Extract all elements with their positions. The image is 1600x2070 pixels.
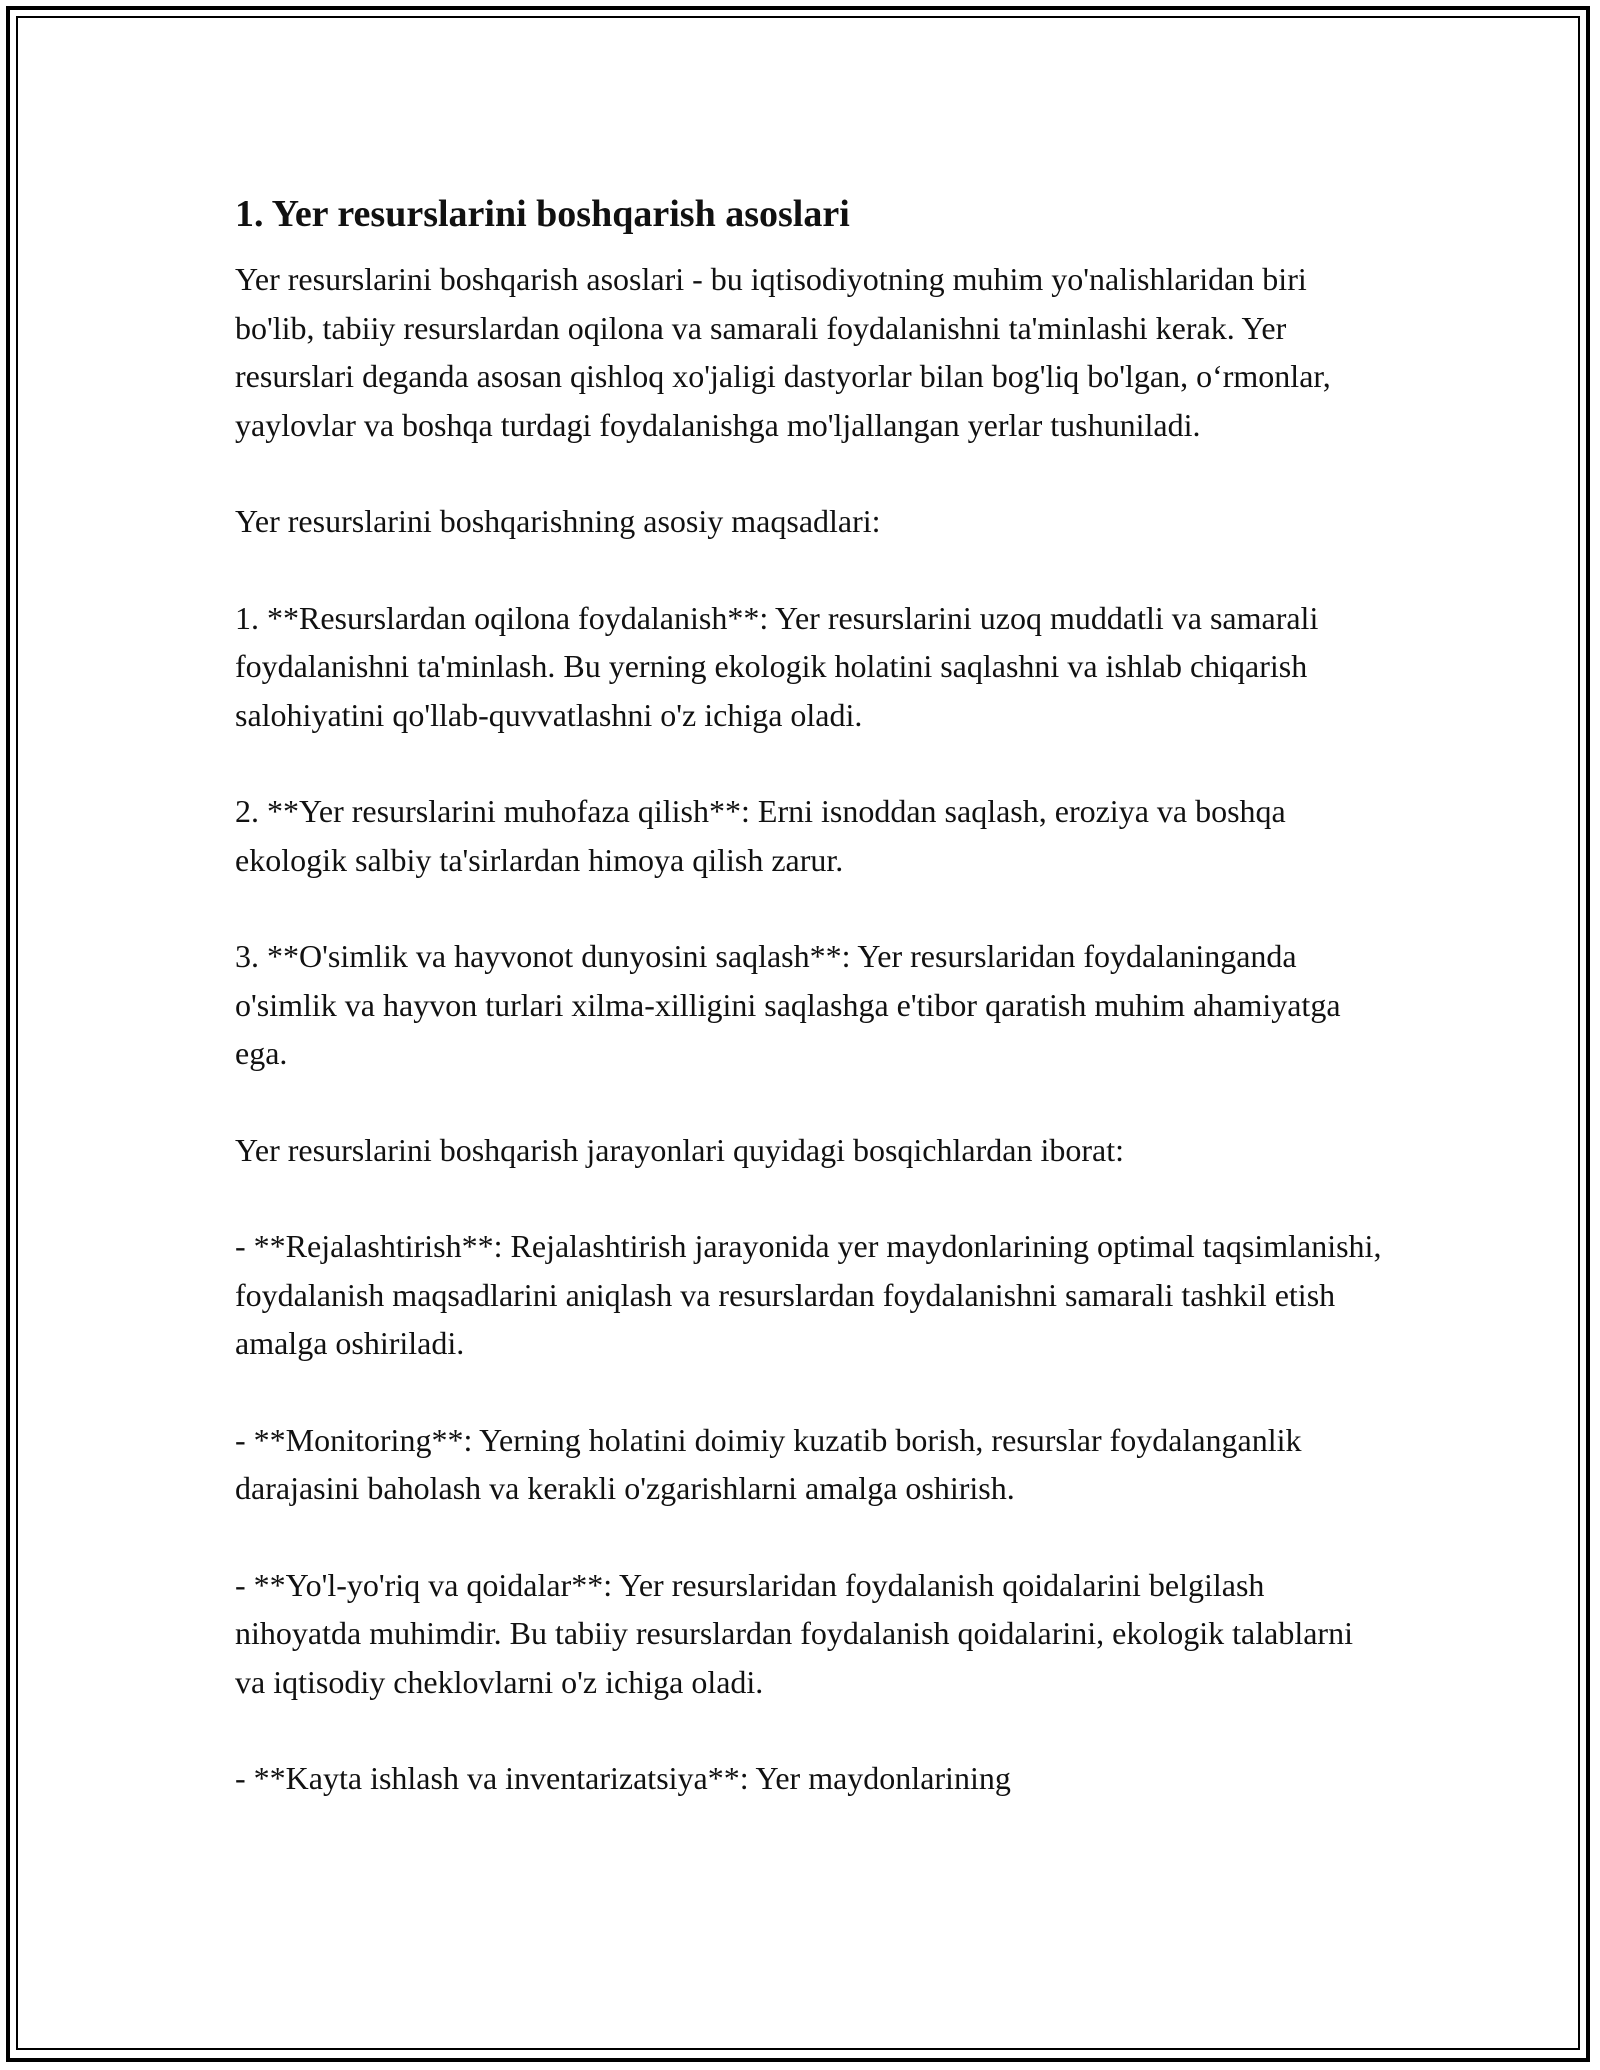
process-item-inventory: - **Kayta ishlash va inventarizatsiya**: Yer maydonlarining <box>235 1760 1011 1796</box>
process-item-planning: - **Rejalashtirish**: Rejalashtirish jarayonida yer maydonlarining optimal taqsimlanishi, foydalanish maqsadlarini aniqlash va resurslardan foydalanishni samarali tashkil etish amalga oshiriladi. <box>235 1228 1390 1361</box>
goal-item-2: 2. **Yer resurslarini muhofaza qilish**: Erni isnoddan saqlash, eroziya va boshqa ekologik salbiy ta'sirlardan himoya qilish zarur. <box>235 793 1294 878</box>
process-item-monitoring: - **Monitoring**: Yerning holatini doimiy kuzatib borish, resurslar foydalanganlik darajasini baholash va kerakli o'zgarishlarni amalga oshirish. <box>235 1421 1310 1506</box>
document-body <box>235 185 1390 1803</box>
goal-item-3: 3. **O'simlik va hayvonot dunyosini saqlash**: Yer resurslaridan foydalaninganda o'simlik va hayvon turlari xilma-xilligini saqlashga e'tibor qaratish muhim ahamiyatga ega. <box>235 938 1349 1071</box>
goal-item-1: 1. **Resurslardan oqilona foydalanish**: Yer resurslarini uzoq muddatli va samarali foydalanishni ta'minlash. Bu yerning ekologik holatini saqlashni va ishlab chiqarish salohiyatini qo'llab-quvvatlashni o'z ichiga oladi. <box>235 599 1327 733</box>
intro-paragraph: Yer resurslarini boshqarish asoslari - bu iqtisodiyotning muhim yo'nalishlaridan biri bo'lib, tabiiy resurslardan oqilona va samarali foydalanishni ta'minlashi kerak. Yer resurslari deganda asosan qishloq xo'jaligi dastyorlar bilan bog'liq bo'lgan, o‘rmonlar, yaylovlar va boshqa turdagi foydalanishga mo'ljallangan yerlar tushuniladi. <box>235 261 1339 443</box>
process-intro: Yer resurslarini boshqarish jarayonlari quyidagi bosqichlardan iborat: <box>235 1131 1124 1168</box>
process-item-rules: - **Yo'l-yo'riq va qoidalar**: Yer resurslaridan foydalanish qoidalarini belgilash nihoyatda muhimdir. Bu tabiiy resurslardan foydalanish qoidalarini, ekologik talablarni va iqtisodiy cheklovlarni o'z ichiga oladi. <box>235 1566 1361 1700</box>
section-heading: 1. Yer resurslarini boshqarish asoslari <box>235 193 850 235</box>
goals-intro: Yer resurslarini boshqarishning asosiy maqsadlari: <box>235 503 881 539</box>
